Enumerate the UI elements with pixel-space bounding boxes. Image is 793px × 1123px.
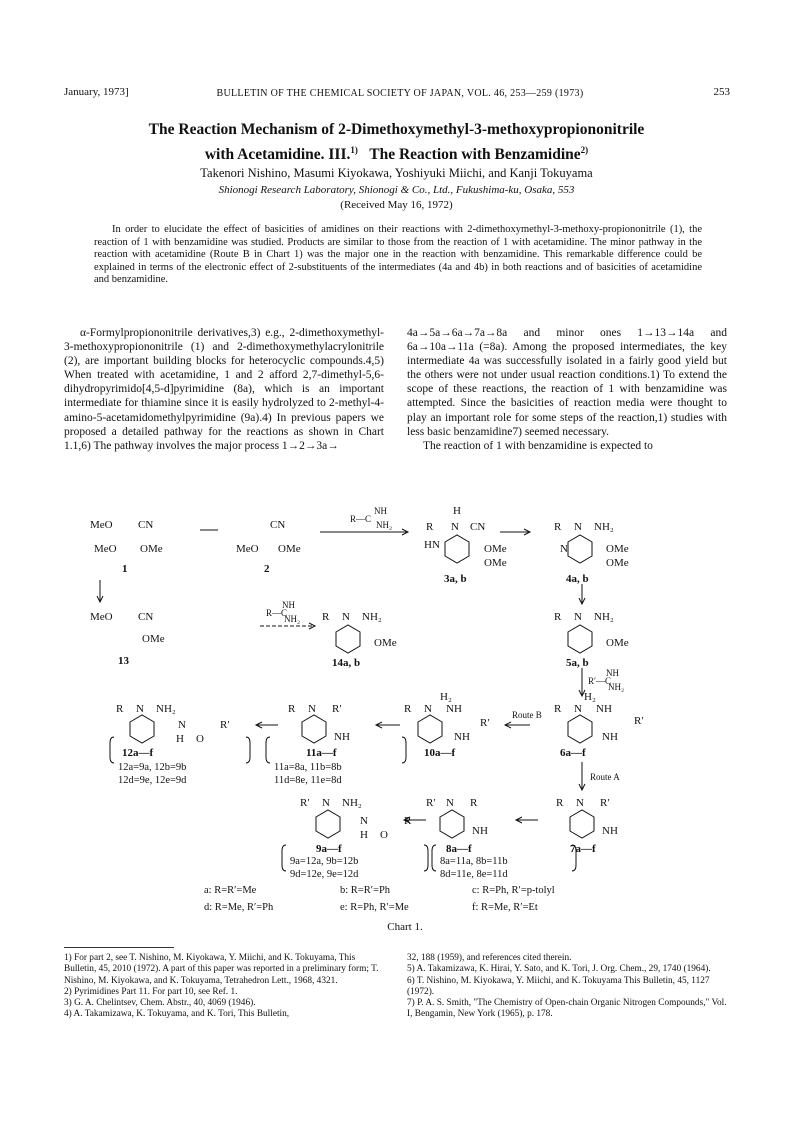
scheme-13-ome: OMe — [142, 633, 165, 645]
compound-14-label: 14a, b — [332, 657, 361, 669]
scheme-12-rp: R′ — [220, 719, 230, 731]
scheme-2-ome: OMe — [278, 543, 301, 555]
eq-8-line1: 8a=11a, 8b=11b — [440, 856, 508, 867]
legend-c: c: R=Ph, R′=p-tolyl — [472, 885, 555, 896]
scheme-5-ome: OMe — [606, 637, 629, 649]
eq-11-line2: 11d=8e, 11e=8d — [274, 775, 342, 786]
compound-7-label: 7a—f — [570, 843, 596, 855]
legend-d: d: R=Me, R′=Ph — [204, 902, 274, 913]
scheme-14-n: N — [342, 611, 350, 623]
compound-4-label: 4a, b — [566, 573, 589, 585]
body-column-left — [64, 326, 384, 453]
header-journal: BULLETIN OF THE CHEMICAL SOCIETY OF JAPAN, VOL. 46, 253—259 (1973) — [216, 88, 584, 99]
body-paragraph-1: α-Formylpropiononitrile derivatives,3) e.g., 2-dimethoxymethyl-3-methoxypropiononitrile (1) and 2-dimethoxymethylacrylonitrile (2), are important building blocks for heterocyclic compounds.4,5) When treated with acetamidine, 1 and 2 afford 2,7-dimethyl-5,6-dihydropyrimido[4,5-d]pyrimidine (8a), which is an important intermediate for thiamine since it is easily hydrolyzed to 2-methyl-4-amino-5-acetamidomethylpyrimidine (9a).4) In previous papers we proposed a detailed pathway for the reactions as shown in Chart 1.1,6) The pathway involves the major process 1→2→3a→ — [64, 327, 384, 452]
legend-row-2 — [204, 902, 744, 913]
scheme-10-nh: NH — [446, 703, 462, 715]
scheme-6-r: R — [554, 703, 562, 715]
scheme-10-h2: H₂ — [440, 691, 452, 703]
scheme-4-n2: N — [560, 543, 568, 555]
reagent3-nh2: NH₂ — [608, 682, 625, 692]
body-paragraph-1-cont: 4a→5a→6a→7a→8a and minor ones 1→13→14a and 6a→10a→11a (=8a). Among the proposed intermediates, the key intermediate 4a was successfully isolated in a fairly good yield but the others were not under usual reaction conditions.1) To extend the scope of these reactions, the reaction of 1 with benzamidine was attempted. Since the basicities of reaction media were thought to play an important role for some steps of the reaction,1) studies with less basic benzamidine7) seemed necessary. — [407, 327, 727, 438]
eq-8-line2: 8d=11e, 8e=11d — [440, 869, 508, 880]
reaction-scheme — [60, 500, 750, 900]
footnote-7: 7) P. A. S. Smith, "The Chemistry of Open-chain Organic Nitrogen Compounds," Vol. I, Bengamin, New York (1965), p. 178. — [407, 998, 727, 1020]
footnote-5: 5) A. Takamizawa, K. Hirai, Y. Sato, and K. Tori, J. Org. Chem., 29, 1740 (1964). — [407, 964, 711, 975]
compound-11-label: 11a—f — [306, 747, 337, 759]
compound-1-label: 1 — [122, 563, 128, 575]
legend-b: b: R=R′=Ph — [340, 885, 391, 896]
scheme-8-n: N — [446, 797, 454, 809]
title-footnote-mark-2: 2) — [580, 145, 589, 155]
authors: Takenori Nishino, Masumi Kiyokawa, Yoshiyuki Miichi, and Kanji Tokuyama — [200, 166, 593, 180]
scheme-9-rp: R′ — [300, 797, 310, 809]
reagent2-r-c: R—C — [266, 608, 288, 618]
scheme-6-h2: H₂ — [584, 691, 596, 703]
scheme-9-n: N — [322, 797, 330, 809]
scheme-11-n: N — [308, 703, 316, 715]
title-footnote-mark-1: 1) — [350, 145, 358, 155]
scheme-8-rp: R′ — [426, 797, 436, 809]
scheme-6-n: N — [574, 703, 582, 715]
compound-12-label: 12a—f — [122, 747, 154, 759]
received-date: (Received May 16, 1972) — [340, 199, 453, 211]
scheme-3-h: H — [453, 505, 461, 517]
footnote-2: 2) Pyrimidines Part 11. For part 10, see Ref. 1. — [64, 986, 238, 997]
route-b-label: Route B — [512, 710, 542, 720]
compound-13-label: 13 — [118, 655, 129, 667]
reagent-nh2: NH₂ — [376, 520, 393, 530]
reagent-nh: NH — [374, 506, 387, 516]
scheme-9-o: O — [380, 829, 388, 841]
scheme-2-meo: MeO — [236, 543, 259, 555]
scheme-12-n: N — [136, 703, 144, 715]
scheme-1-cn: CN — [138, 519, 154, 531]
legend-e: e: R=Ph, R′=Me — [340, 902, 409, 913]
footnote-6: 6) T. Nishino, M. Kiyokawa, Y. Miichi, and K. Tokuyama This Bulletin, 45, 1127 (1972). — [407, 975, 710, 997]
scheme-10-nh2: NH — [454, 731, 470, 743]
title-line-1: The Reaction Mechanism of 2-Dimethoxymethyl-3-methoxypropiononitrile — [148, 121, 645, 138]
eq-12-line1: 12a=9a, 12b=9b — [118, 762, 187, 773]
scheme-9-r: R — [404, 815, 412, 827]
footnotes-right — [407, 953, 727, 1021]
scheme-4-ome2: OMe — [606, 557, 629, 569]
footnote-4: 4) A. Takamizawa, K. Tokuyama, and K. Tori, This Bulletin, — [64, 1009, 290, 1020]
scheme-1-meo2: MeO — [94, 543, 117, 555]
scheme-10-r: R — [404, 703, 412, 715]
scheme-7-nh: NH — [602, 825, 618, 837]
title-line-2 — [60, 140, 733, 165]
scheme-3-ome: OMe — [484, 543, 507, 555]
compound-3-label: 3a, b — [444, 573, 467, 585]
eq-11-line1: 11a=8a, 11b=8b — [274, 762, 342, 773]
compound-5-label: 5a, b — [566, 657, 589, 669]
scheme-10-rp: R′ — [480, 717, 490, 729]
eq-9-line2: 9d=12e, 9e=12d — [290, 869, 359, 880]
compound-8-label: 8a—f — [446, 843, 472, 855]
scheme-4-n: N — [574, 521, 582, 533]
scheme-7-r: R — [556, 797, 564, 809]
scheme-12-nh2: NH₂ — [156, 703, 176, 715]
reagent3-nh: NH — [606, 668, 619, 678]
legend-f: f: R=Me, R′=Et — [472, 902, 538, 913]
scheme-14-ome: OMe — [374, 637, 397, 649]
scheme-12-h: H — [176, 733, 184, 745]
footnotes-left — [64, 953, 384, 1021]
scheme-12-r: R — [116, 703, 124, 715]
scheme-12-o: O — [196, 733, 204, 745]
scheme-5-nh2: NH₂ — [594, 611, 614, 623]
scheme-11-nh: NH — [334, 731, 350, 743]
reagent2-nh2: NH₂ — [284, 614, 301, 624]
scheme-9-n2: N — [360, 815, 368, 827]
reagent3-rp-c: R′—C — [588, 676, 611, 686]
compound-10-label: 10a—f — [424, 747, 456, 759]
eq-9-line1: 9a=12a, 9b=12b — [290, 856, 359, 867]
scheme-3-n: N — [451, 521, 459, 533]
scheme-4-nh2: NH₂ — [594, 521, 614, 533]
compound-2-label: 2 — [264, 563, 270, 575]
scheme-7-n: N — [576, 797, 584, 809]
scheme-4-r: R — [554, 521, 562, 533]
header-page-number: 253 — [713, 86, 730, 98]
scheme-13-cn: CN — [138, 611, 154, 623]
scheme-14-nh2: NH₂ — [362, 611, 382, 623]
footnote-4-cont: 32, 188 (1959), and references cited therein. — [407, 953, 572, 963]
scheme-1-ome: OMe — [140, 543, 163, 555]
scheme-12-n2: N — [178, 719, 186, 731]
scheme-11-rp: R′ — [332, 703, 342, 715]
title-line-2b: The Reaction with Benzamidine — [369, 146, 581, 164]
legend-a: a: R=R′=Me — [204, 885, 257, 896]
scheme-3-r: R — [426, 521, 434, 533]
footnote-1: 1) For part 2, see T. Nishino, M. Kiyokawa, Y. Miichi, and K. Tokuyama, This Bulletin, 45, 2010 (1972). A part of this paper was reported in a preliminary form; T. Nishino, M. Kiyokawa, and K. Tokuyama, Tetrahedron Lett., 1968, 4321. — [64, 953, 379, 986]
footnote-3: 3) G. A. Chelintsev, Chem. Abstr., 40, 4069 (1946). — [64, 998, 256, 1009]
compound-9-label: 9a—f — [316, 843, 342, 855]
scheme-9-h: H — [360, 829, 368, 841]
reagent-r-c: R—C — [350, 514, 372, 524]
scheme-6-nh: NH — [596, 703, 612, 715]
scheme-8-r: R — [470, 797, 478, 809]
compound-6-label: 6a—f — [560, 747, 586, 759]
scheme-7-rp: R′ — [600, 797, 610, 809]
body-paragraph-2: The reaction of 1 with benzamidine is expected to — [423, 439, 653, 452]
scheme-14-r: R — [322, 611, 330, 623]
body-column-right — [407, 326, 727, 453]
scheme-8-nh: NH — [472, 825, 488, 837]
scheme-4-ome: OMe — [606, 543, 629, 555]
scheme-6-rp: R′ — [634, 715, 644, 727]
chart-caption: Chart 1. — [387, 921, 423, 933]
route-a-label: Route A — [590, 772, 620, 782]
eq-12-line2: 12d=9e, 12e=9d — [118, 775, 187, 786]
title-line-2a: with Acetamidine. III. — [204, 146, 351, 164]
scheme-5-n: N — [574, 611, 582, 623]
scheme-2-cn: CN — [270, 519, 286, 531]
footnote-rule — [64, 947, 174, 948]
scheme-6-nh2: NH — [602, 731, 618, 743]
scheme-1-meo: MeO — [90, 519, 113, 531]
reagent2-nh: NH — [282, 600, 295, 610]
scheme-3-hn: HN — [424, 539, 440, 551]
scheme-9-nh2: NH₂ — [342, 797, 362, 809]
scheme-10-n: N — [424, 703, 432, 715]
affiliation: Shionogi Research Laboratory, Shionogi & Co., Ltd., Fukushima-ku, Osaka, 553 — [218, 184, 575, 196]
scheme-5-r: R — [554, 611, 562, 623]
header-date: January, 1973] — [64, 86, 129, 98]
scheme-13-meo: MeO — [90, 611, 113, 623]
abstract: In order to elucidate the effect of basicities of amidines on their reactions with 2-dimethoxymethyl-3-methoxy-propiononitrile (1), the reaction of 1 with benzamidine was studied. Products are similar to those from the reaction of 1 with acetamidine. The minor pathway in the reaction with acetamidine (Route B in Chart 1) was the major one in the reaction with benzamidine. This remarkable difference could be explained in terms of the electronic effect of 2-substituents of the intermediates (4a and 4b) in both reactions and of basicities of acetamidine and benzamidine. — [94, 224, 702, 286]
scheme-11-r: R — [288, 703, 296, 715]
scheme-3-ome2: OMe — [484, 557, 507, 569]
paper-title — [60, 120, 733, 165]
scheme-3-cn: CN — [470, 521, 486, 533]
